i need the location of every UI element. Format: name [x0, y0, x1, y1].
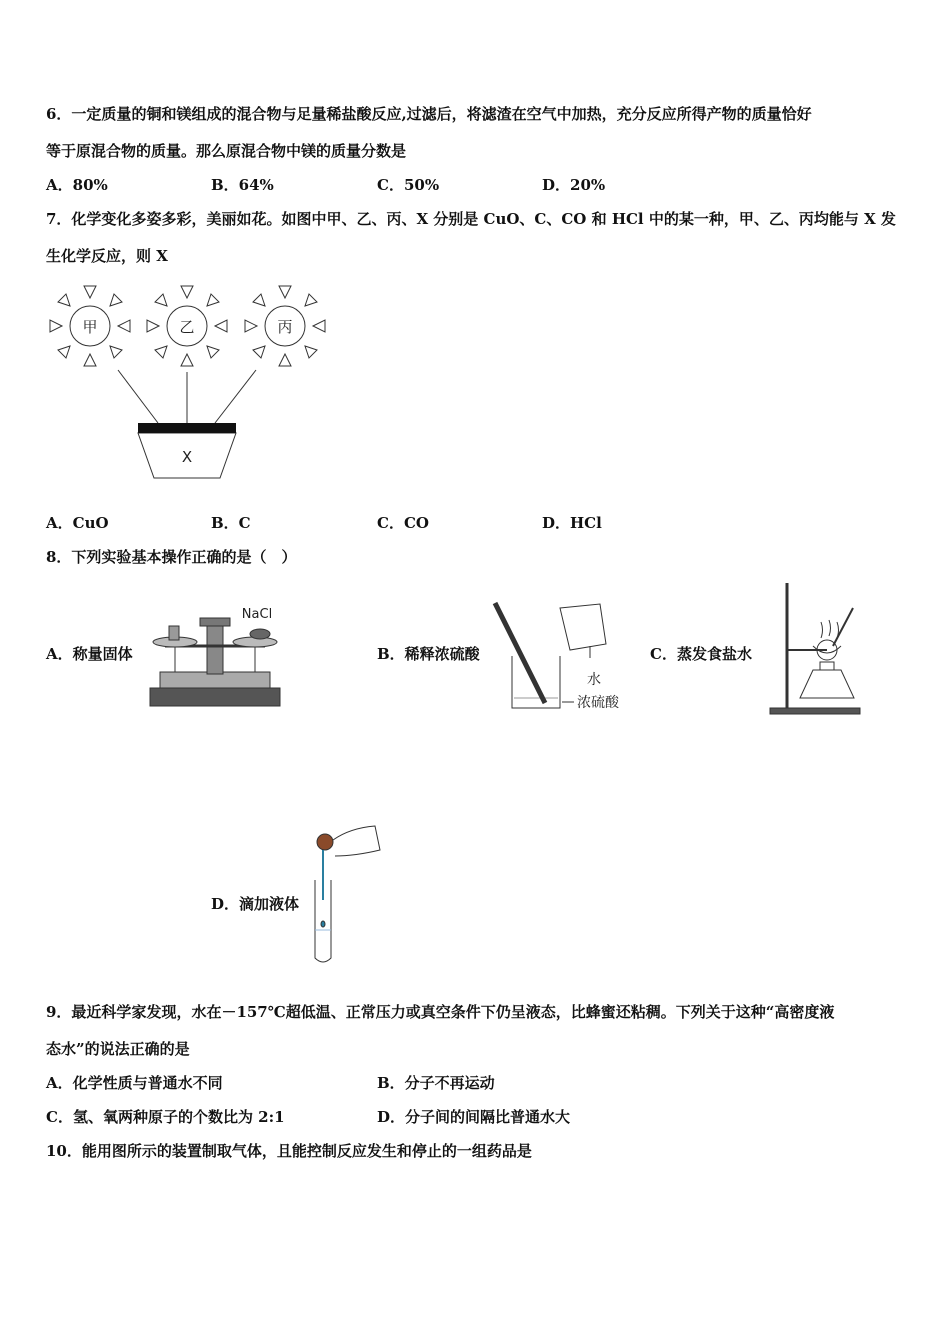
q9-option-a: A．化学性质与普通水不同	[46, 1074, 223, 1092]
pot-label-x: X	[181, 448, 193, 466]
dropper-image	[305, 820, 385, 968]
q7-option-a: A．CuO	[46, 514, 109, 532]
q6-text-line1: 6．一定质量的铜和镁组成的混合物与足量稀盐酸反应,过滤后，将滤渣在空气中加热，充分反应所得产物的质量恰好	[46, 105, 812, 123]
q9-option-b: B．分子不再运动	[377, 1074, 495, 1092]
q6-option-d: D．20%	[542, 176, 606, 194]
nacl-label: NaCl	[241, 607, 273, 622]
q8-option-a: A．称量固体	[46, 645, 133, 663]
q6-option-a: A．80%	[46, 176, 108, 194]
flower-label-jia: 甲	[82, 318, 98, 336]
q8-option-d: D．滴加液体	[211, 895, 300, 913]
q6-option-c: C．50%	[377, 176, 440, 194]
evaporation-image	[765, 578, 865, 718]
q8-text-line1: 8．下列实验基本操作正确的是（ ）	[46, 548, 297, 566]
q7-option-b: B．C	[211, 514, 251, 532]
q8-option-c: C．蒸发食盐水	[650, 645, 752, 663]
q9-option-d: D．分子间的间隔比普通水大	[377, 1108, 571, 1126]
dilute-acid-image	[490, 598, 630, 716]
q7-option-c: C．CO	[377, 514, 429, 532]
q9-text-line1: 9．最近科学家发现，水在－157℃超低温、正常压力或真空条件下仍呈液态，比蜂蜜还粘稠。下列关于这种“高密度液	[46, 1003, 835, 1021]
q9-option-c: C．氢、氧两种原子的个数比为 2:1	[46, 1108, 285, 1126]
balance-scale-image	[145, 600, 285, 712]
q9-text-line2: 态水”的说法正确的是	[46, 1040, 190, 1058]
q7-text-line1: 7．化学变化多姿多彩，美丽如花。如图中甲、乙、丙、X 分别是 CuO、C、CO 和 HCl 中的某一种，甲、乙、丙均能与 X 发	[46, 210, 896, 228]
q7-flower-pot-figure	[40, 280, 340, 485]
flower-label-bing: 丙	[277, 318, 293, 336]
acid-label: 浓硫酸	[577, 695, 619, 711]
q6-option-b: B．64%	[211, 176, 274, 194]
q10-text-line1: 10．能用图所示的装置制取气体，且能控制反应发生和停止的一组药品是	[46, 1142, 532, 1160]
q6-text-line2: 等于原混合物的质量。那么原混合物中镁的质量分数是	[46, 142, 407, 160]
q8-option-b: B．稀释浓硫酸	[377, 645, 480, 663]
water-label: 水	[587, 672, 601, 688]
q7-text-line2: 生化学反应，则 X	[46, 247, 168, 265]
flower-label-yi: 乙	[179, 318, 195, 336]
q7-option-d: D．HCl	[542, 514, 602, 532]
